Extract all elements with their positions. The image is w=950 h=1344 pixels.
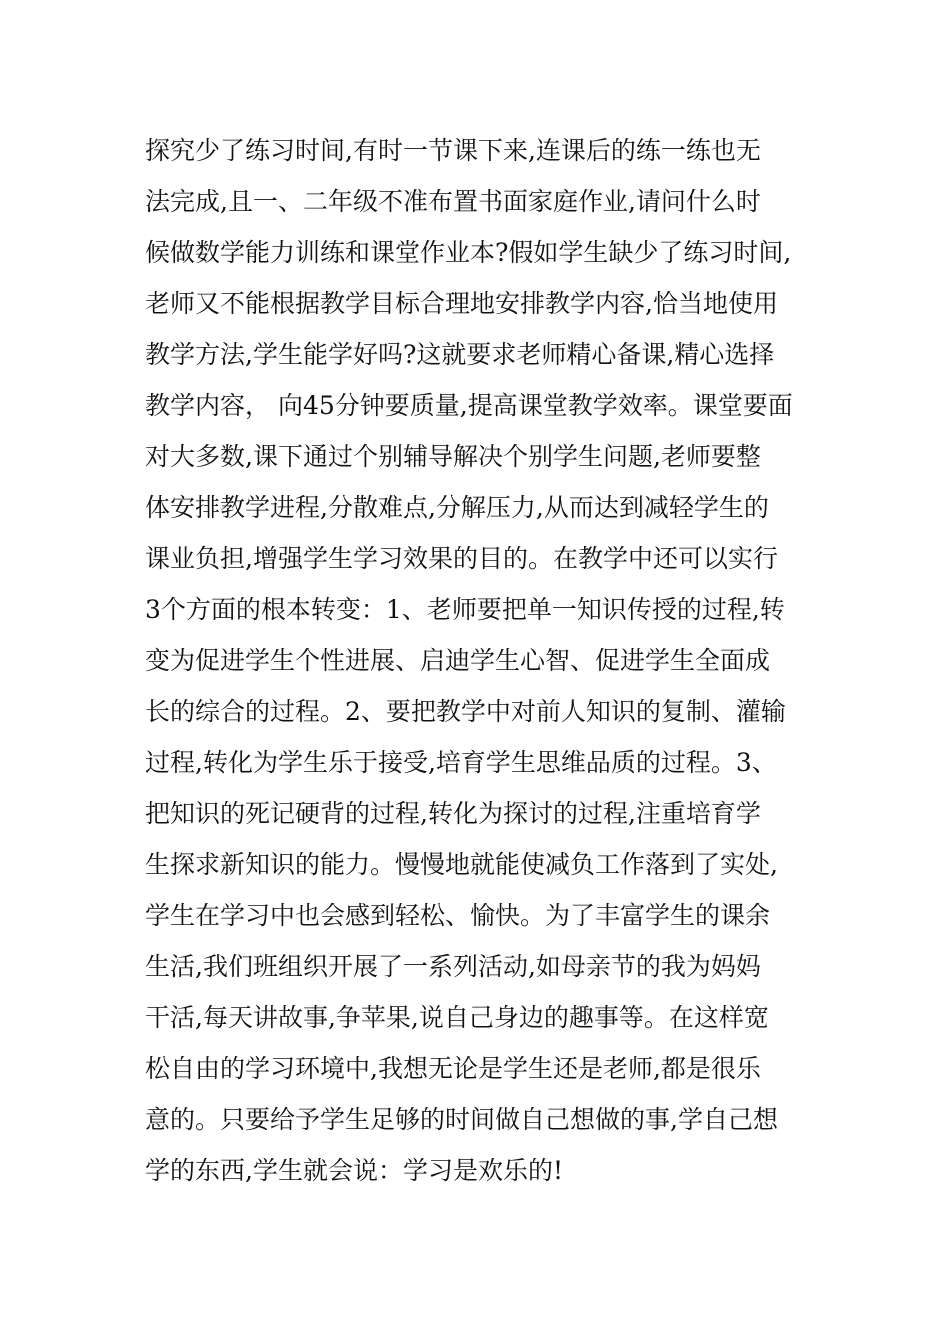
text-line: 探究少了练习时间,有时一节课下来,连课后的练一练也无 bbox=[145, 136, 761, 165]
text-line: 把知识的死记硬背的过程,转化为探讨的过程,注重培育学 bbox=[145, 799, 761, 828]
text-line: 候做数学能力训练和课堂作业本?假如学生缺少了练习时间, bbox=[145, 238, 792, 267]
text-line: 意的。只要给予学生足够的时间做自己想做的事,学自己想 bbox=[145, 1105, 778, 1134]
text-line: 学的东西,学生就会说：学习是欢乐的! bbox=[145, 1156, 563, 1185]
text-line: 学生在学习中也会感到轻松、愉快。为了丰富学生的课余 bbox=[145, 901, 771, 930]
text-line: 生探求新知识的能力。慢慢地就能使减负工作落到了实处, bbox=[145, 850, 778, 879]
text-line: 长的综合的过程。2、要把教学中对前人知识的复制、灌输 bbox=[145, 697, 786, 726]
text-line: 变为促进学生个性进展、启迪学生心智、促进学生全面成 bbox=[145, 646, 771, 675]
text-line: 生活,我们班组织开展了一系列活动,如母亲节的我为妈妈 bbox=[145, 952, 761, 981]
text-line: 法完成,且一、二年级不准布置书面家庭作业,请问什么时 bbox=[145, 187, 761, 216]
text-line: 过程,转化为学生乐于接受,培育学生思维品质的过程。3、 bbox=[145, 748, 777, 777]
text-line: 教学方法,学生能学好吗?这就要求老师精心备课,精心选择 bbox=[145, 340, 775, 369]
text-line: 课业负担,增强学生学习效果的目的。在教学中还可以实行 bbox=[145, 544, 778, 573]
text-line: 老师又不能根据教学目标合理地安排教学内容,恰当地使用 bbox=[145, 289, 778, 318]
text-line: 对大多数,课下通过个别辅导解决个别学生问题,老师要整 bbox=[145, 442, 761, 471]
text-line: 3个方面的根本转变：1、老师要把单一知识传授的过程,转 bbox=[145, 595, 785, 624]
text-line: 体安排教学进程,分散难点,分解压力,从而达到减轻学生的 bbox=[145, 493, 769, 522]
body-text bbox=[145, 125, 825, 1196]
text-line: 松自由的学习环境中,我想无论是学生还是老师,都是很乐 bbox=[145, 1054, 761, 1083]
text-line: 教学内容， 向45分钟要质量,提高课堂教学效率。课堂要面 bbox=[145, 391, 793, 420]
text-line: 干活,每天讲故事,争苹果,说自己身边的趣事等。在这样宽 bbox=[145, 1003, 769, 1032]
